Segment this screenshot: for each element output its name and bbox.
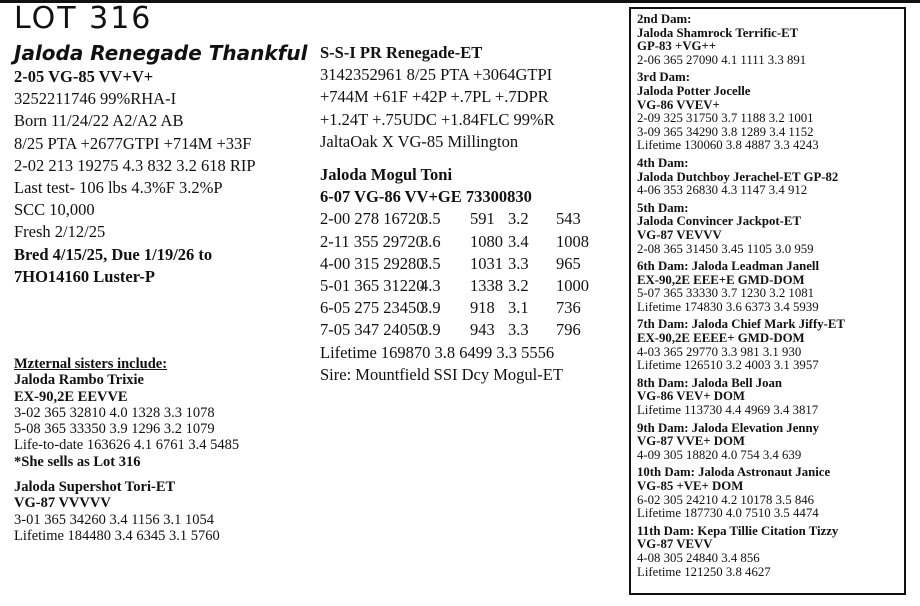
dam-record: 2-11 355 29720 3.6 1080 3.4 1008 [320,231,589,251]
sire-line: +1.24T +.75UDC +1.84FLC 99%R [320,109,555,129]
dam-lineage-line: GP-83 +VG++ [637,39,717,54]
dam-lineage-line: Lifetime 130060 3.8 4887 3.3 4243 [637,138,819,153]
dam-lineage-line: VG-86 VEV+ DOM [637,389,746,404]
sister-line: *She sells as Lot 316 [14,453,141,470]
detail-line: Fresh 2/12/25 [14,222,106,242]
dam-lineage-line: 2nd Dam: [637,12,692,26]
dam-lineage-line: Lifetime 187730 4.0 7510 3.5 4474 [637,506,819,521]
dam-lineage-line: 4-06 353 26830 4.3 1147 3.4 912 [637,183,808,198]
dam-lineage-line: Jaloda Dutchboy Jerachel-ET GP-82 [637,169,839,184]
dam-lineage-line: 3-09 365 34290 3.8 1289 3.4 1152 [637,124,814,139]
sire-name: S-S-I PR Renegade-ET [320,43,483,62]
detail-line: SCC 10,000 [14,200,95,220]
sire-line: JaltaOak X VG-85 Millington [320,131,519,151]
dam-lineage-line: EX-90,2E EEE+E GMD-DOM [637,272,805,287]
animal-name: Jaloda Renegade Thankful [14,41,308,65]
sisters-heading: Mzternal sisters include: [14,356,168,372]
sister-line: Lifetime 184480 3.4 6345 3.1 5760 [14,527,220,544]
dam-lineage-line: 11th Dam: Kepa Tillie Citation Tizzy [637,523,839,538]
dam-lineage-line: Jaloda Convincer Jackpot-ET [637,214,802,229]
dam-lifetime: Lifetime 169870 3.8 6499 3.3 5556 [320,342,555,362]
dam-lineage-line: 2-08 365 31450 3.45 1105 3.0 959 [637,241,814,256]
dam-lineage-line: 2-06 365 27090 4.1 1111 3.3 891 [637,52,807,67]
dam-lineage-line: 9th Dam: Jaloda Elevation Jenny [637,420,820,435]
detail-line: Last test- 106 lbs 4.3%F 3.2%P [14,178,223,198]
dam-lineage-line: 4-03 365 29770 3.3 981 3.1 930 [637,344,802,359]
dam-record: 7-05 347 24050 3.9 943 3.3 796 [320,320,581,340]
dam-lineage-line: 4-09 305 18820 4.0 754 3.4 639 [637,447,802,462]
dam-record: 4-00 315 29280 3.5 1031 3.3 965 [320,253,581,273]
dam-lineage-line: EX-90,2E EEEE+ GMD-DOM [637,331,805,346]
dam-lineage-line: 6th Dam: Jaloda Leadman Janell [637,259,820,274]
dam-lineage-line: 4-08 305 24840 3.4 856 [637,550,760,565]
sister-line: 3-01 365 34260 3.4 1156 3.1 1054 [14,511,215,528]
dam-lineage-line: 7th Dam: Jaloda Chief Mark Jiffy-ET [637,317,845,332]
lot-number: LOT 316 [14,1,153,36]
dam-lineage-line: Lifetime 113730 4.4 4969 3.4 3817 [637,403,819,418]
dam-lineage-line: Lifetime 121250 3.8 4627 [637,564,771,579]
sister-line: EX-90,2E EEVVE [14,388,128,405]
dam-lineage-line: VG-87 VVE+ DOM [637,434,746,449]
detail-line: Born 11/24/22 A2/A2 AB [14,111,184,131]
detail-line: 8/25 PTA +2677GTPI +714M +33F [14,133,252,153]
sire-line: +744M +61F +42P +.7PL +.7DPR [320,87,549,107]
detail-line: 7HO14160 Luster-P [14,266,155,286]
dam-record: 5-01 365 31220 4.3 1338 3.2 1000 [320,276,589,296]
dam-name: Jaloda Mogul Toni [320,165,453,185]
dam-lineage-line: VG-87 VEVV [637,537,713,552]
dam-lineage-line: Jaloda Shamrock Terrific-ET [637,25,799,40]
dam-lineage-line: VG-85 +VE+ DOM [637,479,744,493]
dam-lineage-line: VG-86 VVEV+ [637,97,720,112]
dam-lineage-box [629,7,906,595]
dam-lineage-line: 6-02 305 24210 4.2 10178 3.5 846 [637,492,815,507]
dam-lineage-line: 10th Dam: Jaloda Astronaut Janice [637,465,831,480]
dam-classification: 6-07 VG-86 VV+GE 73300830 [320,187,532,207]
dam-lineage-line: 3rd Dam: [637,70,690,85]
detail-line: 3252211746 99%RHA-I [14,89,177,109]
sire-line: 3142352961 8/25 PTA +3064GTPI [320,65,553,85]
dam-lineage-line: 4th Dam: [637,155,689,170]
dam-lineage-line: Lifetime 174830 3.6 6373 3.4 5939 [637,299,819,314]
sister-line: 5-08 365 33350 3.9 1296 3.2 1079 [14,421,215,438]
animal-details [14,66,309,288]
sister-line: Life-to-date 163626 4.1 6761 3.4 5485 [14,437,240,454]
dam-record: 6-05 275 23450 3.9 918 3.1 736 [320,298,581,318]
dam-sire: Sire: Mountfield SSI Dcy Mogul-ET [320,364,563,384]
detail-line: 2-05 VG-85 VV+V+ [14,67,154,86]
pedigree-middle [320,42,620,386]
dam-lineage-line: Jaloda Potter Jocelle [637,83,751,98]
dam-record: 2-00 278 16720 3.5 591 3.2 543 [320,209,581,229]
sister-line: Jaloda Rambo Trixie [14,372,144,389]
sister-line: VG-87 VVVVV [14,495,111,512]
dam-lineage-line: 5-07 365 33330 3.7 1230 3.2 1081 [637,286,815,301]
detail-line: Bred 4/15/25, Due 1/19/26 to [14,244,213,264]
sister-line: Jaloda Supershot Tori-ET [14,479,176,496]
maternal-sisters [14,356,309,544]
dam-lineage-line: Lifetime 126510 3.2 4003 3.1 3957 [637,358,819,373]
sister-line: 3-02 365 32810 4.0 1328 3.3 1078 [14,404,215,421]
dam-lineage-line: 5th Dam: [637,200,689,215]
dam-lineage-line: 2-09 325 31750 3.7 1188 3.2 1001 [637,111,814,126]
dam-lineage-line: 8th Dam: Jaloda Bell Joan [637,375,783,390]
dam-lineage-line: VG-87 VEVVV [637,227,722,242]
detail-line: 2-02 213 19275 4.3 832 3.2 618 RIP [14,155,256,175]
